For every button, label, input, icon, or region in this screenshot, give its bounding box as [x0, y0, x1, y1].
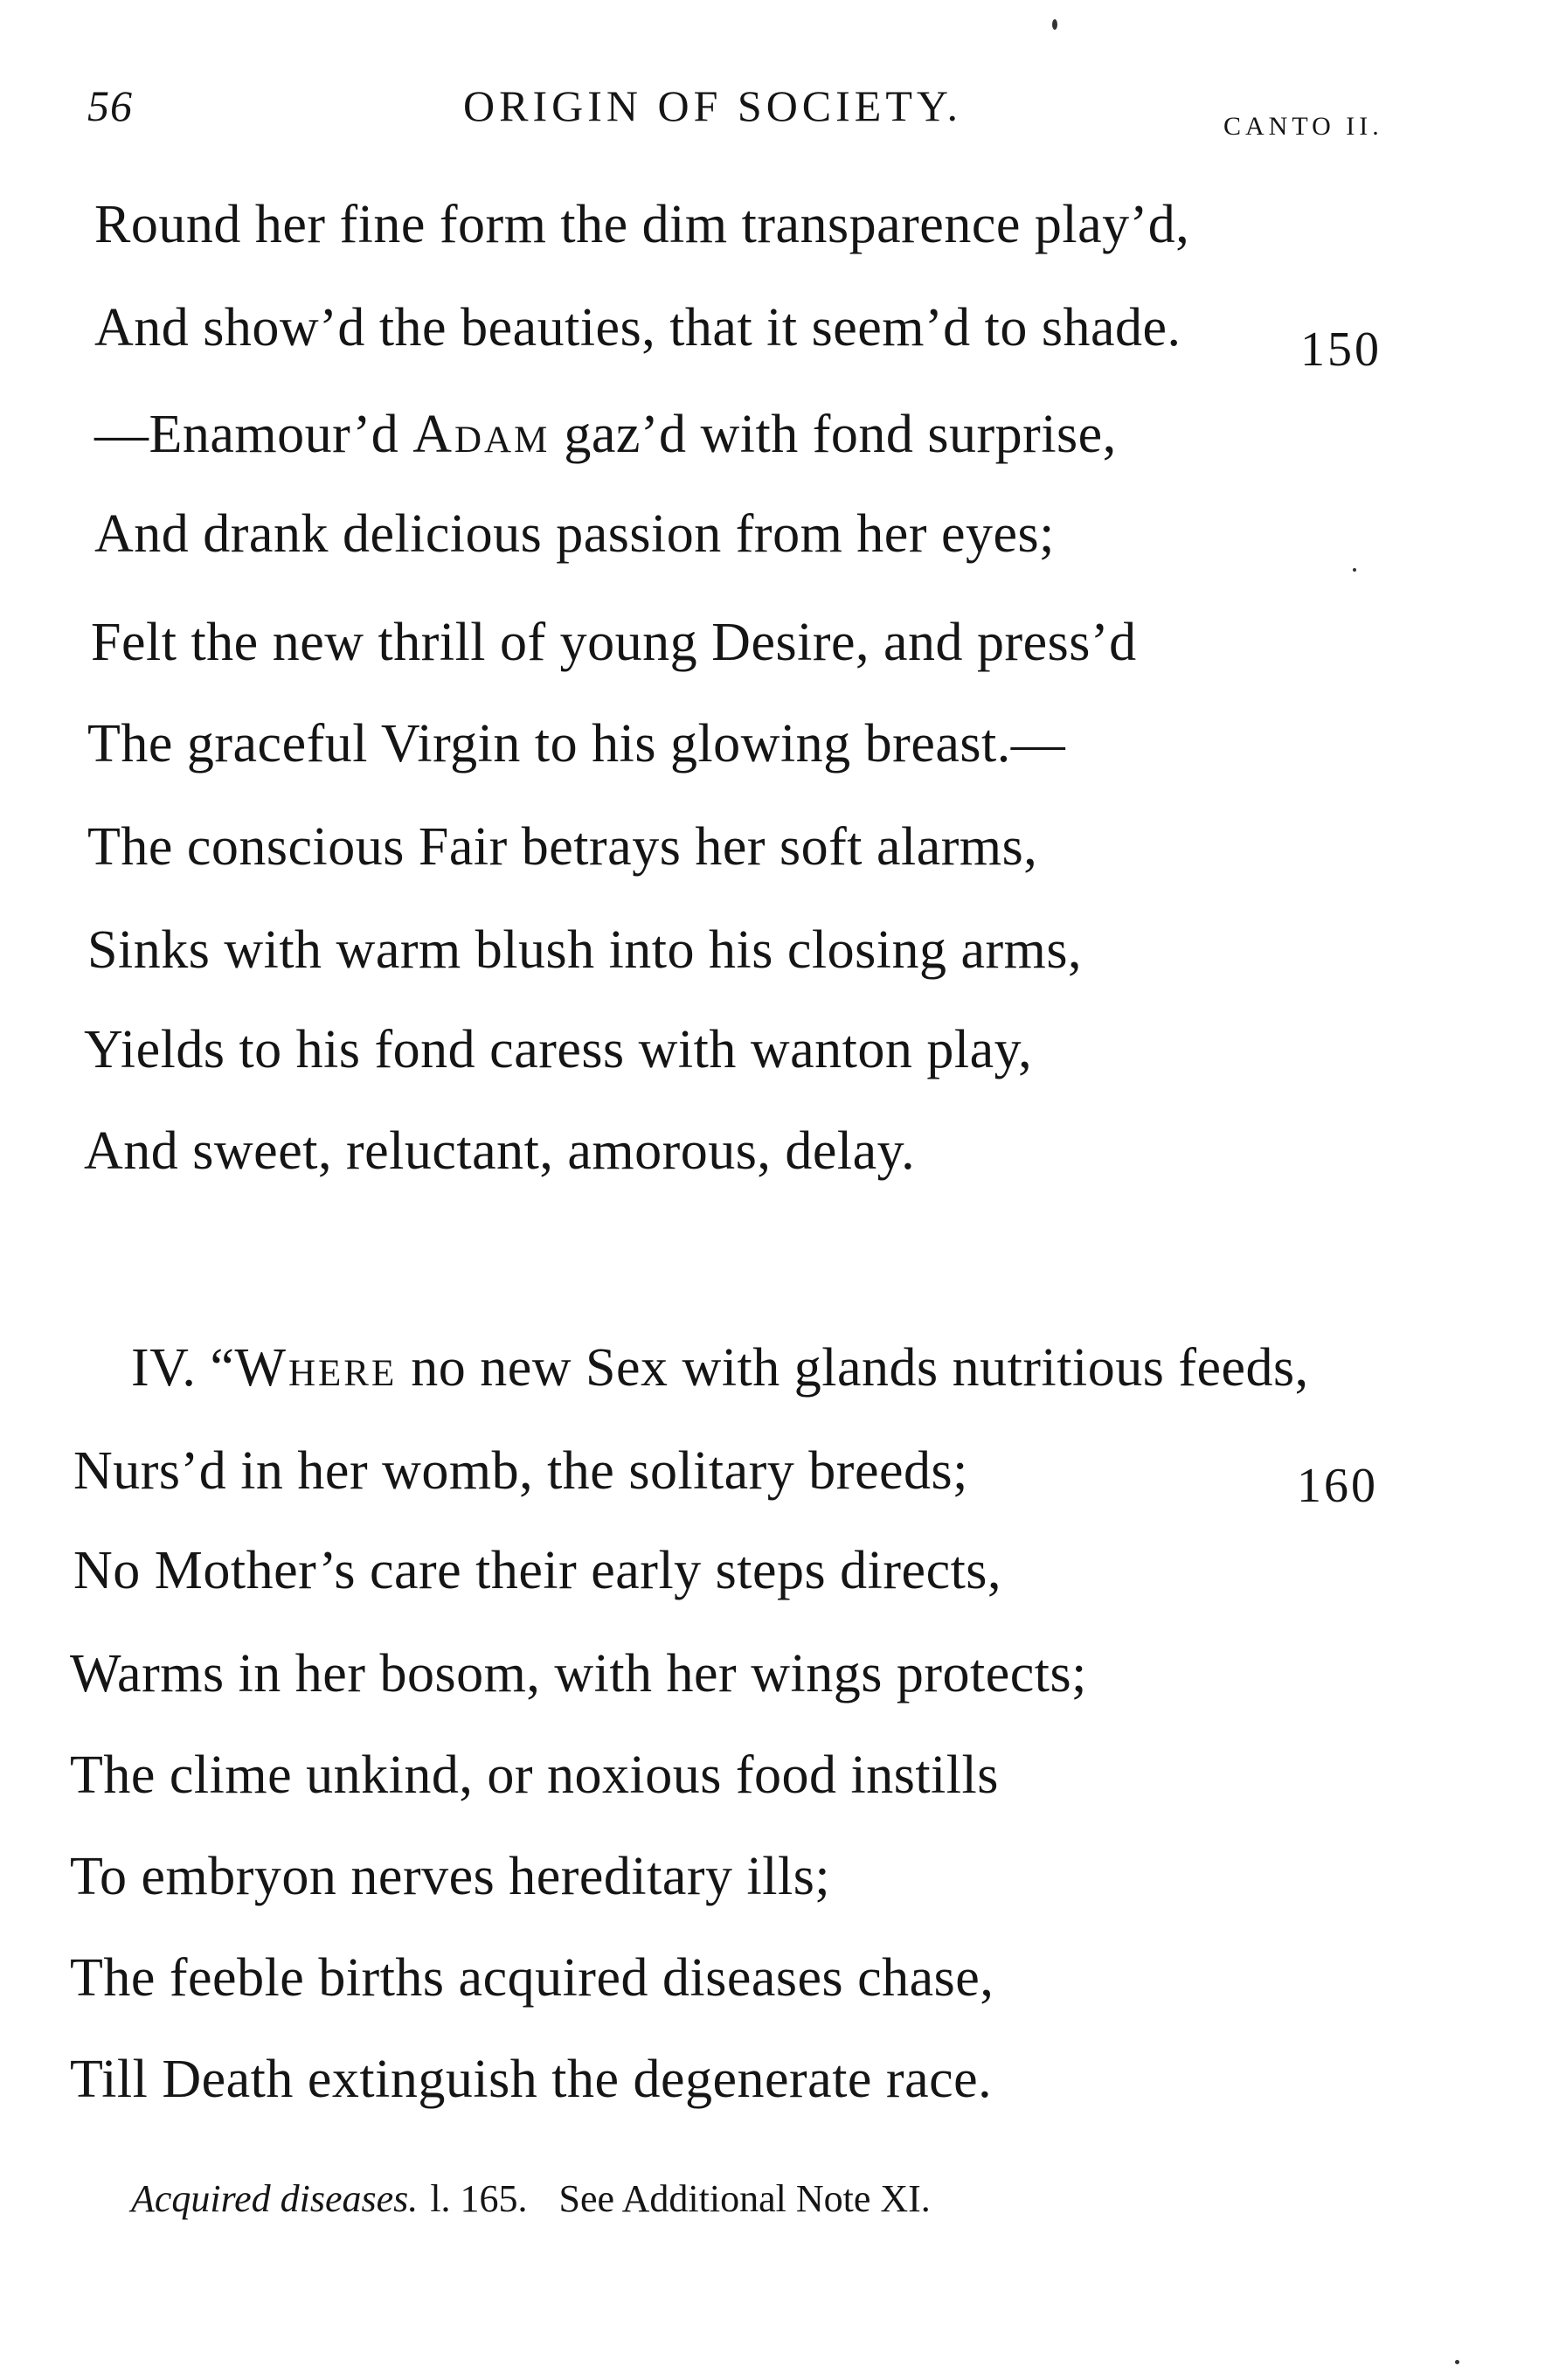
- verse-line: [131, 1337, 1309, 1399]
- verse-line: [94, 404, 1117, 466]
- open-quote: “: [210, 1338, 235, 1398]
- verse-fragment: no new Sex with glands nutritious feeds,: [411, 1338, 1309, 1398]
- footnote-reference: Acquired diseases.: [131, 2177, 419, 2220]
- verse-line: Sinks with warm blush into his closing arms,: [87, 920, 1082, 980]
- verse-line: To embryon nerves hereditary ills;: [70, 1847, 831, 1906]
- running-title: ORIGIN OF SOCIETY.: [463, 81, 963, 130]
- verse-fragment: gaz’d with fond surprise,: [564, 405, 1117, 464]
- verse-line: And drank delicious passion from her eyes;: [94, 504, 1055, 564]
- scan-speck: [1455, 2360, 1459, 2364]
- canto-label: CANTO II.: [1223, 112, 1383, 141]
- verse-line: No Mother’s care their early steps directs,: [73, 1541, 1001, 1600]
- scan-speck: [1353, 568, 1356, 572]
- footnote-see: See Additional Note XI.: [558, 2177, 931, 2220]
- page-number: 56: [87, 81, 133, 130]
- verse-line: The feeble births acquired diseases chase,: [70, 1948, 994, 2008]
- verse-line: And show’d the beauties, that it seem’d to shade.: [94, 298, 1181, 357]
- verse-line: Nurs’d in her womb, the solitary breeds;: [73, 1441, 968, 1501]
- verse-line: Yields to his fond caress with wanton play,: [84, 1020, 1033, 1079]
- verse-line: The clime unkind, or noxious food instills: [70, 1745, 999, 1805]
- verse-line: And sweet, reluctant, amorous, delay.: [84, 1121, 916, 1181]
- footnote-line: l. 165.: [430, 2177, 528, 2220]
- verse-line: The graceful Virgin to his glowing breast.—: [87, 714, 1066, 774]
- verse-line: Till Death extinguish the degenerate race.: [70, 2050, 993, 2109]
- verse-line: Felt the new thrill of young Desire, and press’d: [91, 613, 1137, 672]
- line-number: 150: [1300, 323, 1382, 377]
- line-number: 160: [1297, 1459, 1378, 1513]
- verse-fragment: —Enamour’d: [94, 405, 399, 464]
- stanza-numeral: IV.: [131, 1338, 197, 1398]
- adam-name: Adam: [412, 405, 551, 464]
- verse-line: The conscious Fair betrays her soft alarms,: [87, 817, 1038, 877]
- footnote: [131, 2176, 931, 2221]
- verse-line: Warms in her bosom, with her wings protects;: [70, 1644, 1087, 1703]
- where-word: Where: [234, 1338, 398, 1398]
- scan-speck: [1052, 19, 1057, 30]
- verse-line: Round her fine form the dim transparence play’d,: [94, 195, 1190, 254]
